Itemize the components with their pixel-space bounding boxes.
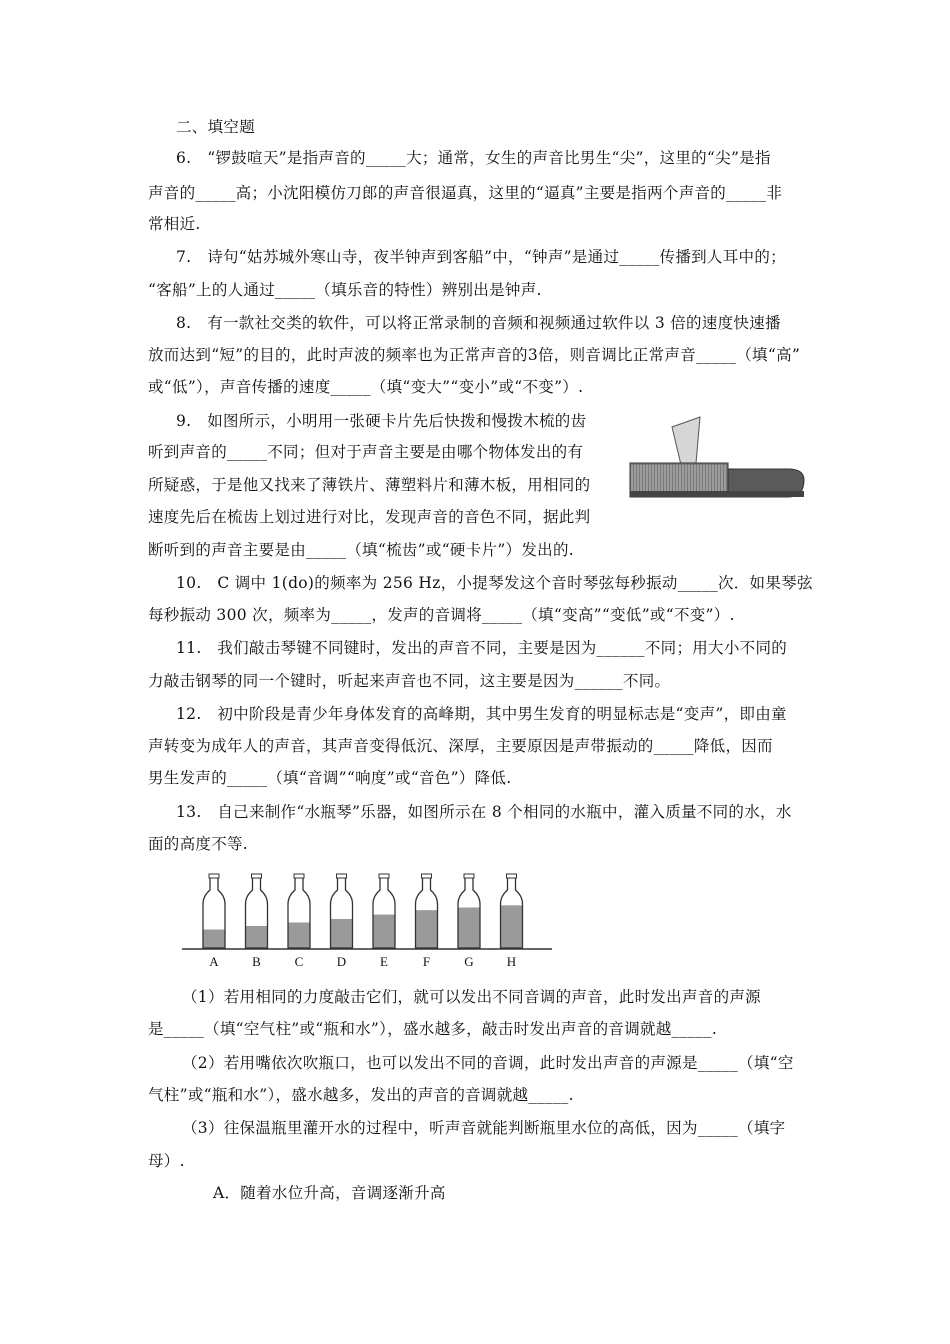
question-12-line-3: 男生发声的_____（填“音调”“响度”或“音色”）降低. — [148, 769, 512, 787]
question-13-part-3-line-2: 母）. — [148, 1152, 185, 1170]
question-11-line-1: 11. 我们敲击琴键不同键时，发出的声音不同，主要是因为______不同；用大小不同的 — [176, 639, 788, 657]
question-10-line-2: 每秒振动 300 次，频率为_____，发声的音调将_____（填“变高”“变低”或“不变”）. — [148, 606, 735, 624]
section-title: 二、填空题 — [176, 118, 256, 136]
bottle-d — [331, 874, 353, 969]
bottle-g — [458, 874, 480, 969]
bottle-water — [501, 905, 523, 948]
bottle-cap — [379, 874, 389, 878]
question-7-line-1: 7. 诗句“姑苏城外寒山寺，夜半钟声到客船”中，“钟声”是通过_____传播到人耳中的； — [176, 248, 786, 266]
bottle-label: A — [209, 954, 219, 969]
bottle-cap — [337, 874, 347, 878]
bottle-label: G — [464, 954, 474, 969]
question-11-line-2: 力敲击钢琴的同一个键时，听起来声音也不同，这主要是因为______不同。 — [148, 672, 671, 690]
bottle-cap — [422, 874, 432, 878]
question-8-line-1: 8. 有一款社交类的软件，可以将正常录制的音频和视频通过软件以 3 倍的速度快速播 — [176, 314, 781, 332]
question-13-part-3-line-1: （3）往保温瓶里灌开水的过程中，听声音就能判断瓶里水位的高低，因为_____（填字 — [182, 1119, 786, 1137]
comb-and-card-figure — [628, 405, 806, 505]
question-13-part-1-line-2: 是_____（填“空气柱”或“瓶和水”），盛水越多，敲击时发出声音的音调就越_____. — [148, 1020, 718, 1038]
bottle-water — [373, 915, 395, 948]
bottle-cap — [252, 874, 262, 878]
bottle-water — [416, 910, 438, 948]
question-12-line-1: 12. 初中阶段是青少年身体发育的高峰期，其中男生发育的明显标志是“变声”，即由童 — [176, 705, 787, 723]
water-bottles-figure — [182, 870, 552, 972]
bottle-cap — [294, 874, 304, 878]
bottle-water — [246, 926, 268, 948]
bottle-water — [331, 919, 353, 948]
bottle-label: D — [336, 954, 347, 969]
question-9-line-3: 所疑惑，于是他又找来了薄铁片、薄塑料片和薄木板，用相同的 — [148, 476, 591, 494]
question-8-line-2: 放而达到“短”的目的，此时声波的频率也为正常声音的3倍，则音调比正常声音_____（填“高” — [148, 346, 801, 364]
bottle-label: B — [252, 954, 261, 969]
bottle-cap — [209, 874, 219, 878]
question-8-line-3: 或“低”），声音传播的速度_____（填“变大”“变小”或“不变”）. — [148, 378, 584, 396]
bottle-label: C — [294, 954, 304, 969]
bottle-water — [458, 908, 480, 948]
question-13-part-1-line-1: （1）若用相同的力度敲击它们，就可以发出不同音调的声音，此时发出声音的声源 — [182, 988, 761, 1006]
bottle-water — [288, 922, 310, 948]
question-7-line-2: “客船”上的人通过_____（填乐音的特性）辨别出是钟声. — [148, 281, 542, 299]
bottle-b — [246, 874, 268, 969]
bottle-cap — [507, 874, 517, 878]
question-13-line-2: 面的高度不等. — [148, 835, 249, 853]
option-a: A．随着水位升高，音调逐渐升高 — [213, 1184, 446, 1202]
hard-card-icon — [672, 417, 700, 469]
bottle-label: F — [422, 954, 431, 969]
question-9-line-4: 速度先后在梳齿上划过进行对比，发现声音的音色不同，据此判 — [148, 508, 591, 526]
bottle-label: E — [380, 954, 388, 969]
bottle-f — [416, 874, 438, 969]
question-13-part-2-line-2: 气柱”或“瓶和水”），盛水越多，发出的声音的音调就越_____. — [148, 1086, 574, 1104]
question-9-line-5: 断听到的声音主要是由_____（填“梳齿”或“硬卡片”）发出的. — [148, 541, 574, 559]
question-10-line-1: 10. C 调中 1(do)的频率为 256 Hz，小提琴发这个音时琴弦每秒振动_____次．如果琴弦 — [176, 574, 813, 592]
question-6-line-1: 6. “锣鼓喧天”是指声音的_____大；通常，女生的声音比男生“尖”，这里的“尖”是指 — [176, 149, 771, 167]
question-13-part-2-line-1: （2）若用嘴依次吹瓶口，也可以发出不同的音调，此时发出声音的声源是_____（填“空 — [182, 1054, 794, 1072]
bottle-e — [373, 874, 395, 969]
comb-icon — [630, 463, 804, 497]
bottle-water — [203, 930, 225, 948]
bottle-c — [288, 874, 310, 969]
question-6-line-3: 常相近. — [148, 215, 201, 233]
question-12-line-2: 声转变为成年人的声音，其声音变得低沉、深厚，主要原因是声带振动的_____降低，因而 — [148, 737, 773, 755]
bottle-a — [203, 874, 225, 969]
question-13-line-1: 13. 自己来制作“水瓶琴”乐器，如图所示在 8 个相同的水瓶中，灌入质量不同的水，水 — [176, 803, 792, 821]
question-6-line-2: 声音的_____高；小沈阳模仿刀郎的声音很逼真，这里的“逼真”主要是指两个声音的_____非 — [148, 184, 783, 202]
question-9-line-1: 9. 如图所示，小明用一张硬卡片先后快拨和慢拨木梳的齿 — [176, 412, 587, 430]
bottle-h — [501, 874, 523, 969]
bottle-label: H — [506, 954, 517, 969]
bottle-cap — [464, 874, 474, 878]
question-9-line-2: 听到声音的_____不同；但对于声音主要是由哪个物体发出的有 — [148, 443, 584, 461]
